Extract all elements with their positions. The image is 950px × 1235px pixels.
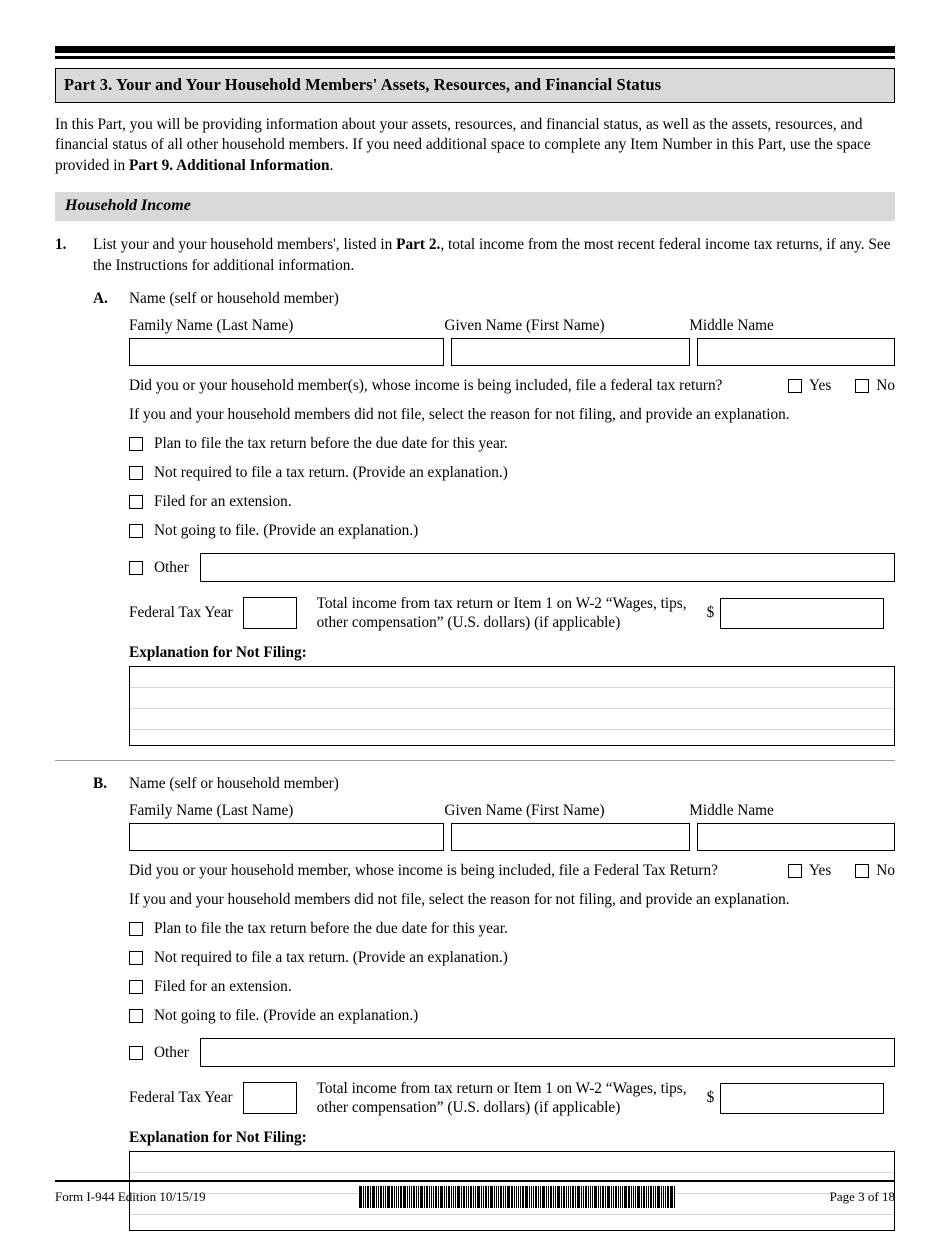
subitem-b-letter: B. — [93, 775, 108, 793]
page-number-label: Page 3 of 18 — [829, 1189, 895, 1204]
name-inputs-b — [129, 823, 895, 851]
name-labels-a — [129, 317, 895, 335]
tax-return-question-b: Did you or your household member, whose income is being included, file a Federal Tax Return? — [129, 862, 718, 880]
label-given-name-a: Given Name (First Name) — [444, 317, 605, 334]
reason-option-b-4[interactable] — [129, 1007, 895, 1025]
yes-label-b: Yes — [809, 862, 832, 880]
total-income-field-b[interactable] — [720, 1083, 884, 1114]
label-given-name-b: Given Name (First Name) — [444, 802, 605, 820]
reason-checkbox-b-2[interactable] — [129, 951, 143, 965]
item-1-bold-reference: Part 2. — [396, 236, 441, 254]
item-1-text-2: , total income from the most recent federal income tax returns, if any. See the Instructions for additional information. — [93, 236, 891, 274]
reason-option-b-3[interactable] — [129, 978, 895, 996]
tax-year-row-a — [129, 594, 895, 632]
reason-checkbox-b-3[interactable] — [129, 980, 143, 994]
block-separator — [55, 760, 895, 761]
top-rule-thin — [55, 56, 895, 59]
yes-option-b[interactable] — [788, 862, 831, 880]
item-1-text-1: List your and your household members', listed in — [93, 236, 397, 254]
explanation-line-a-1 — [130, 667, 894, 688]
name-inputs-a — [129, 338, 895, 366]
reason-label-a-2: Not required to file a tax return. (Provide an explanation.) — [154, 464, 508, 481]
item-1 — [55, 235, 895, 276]
reason-checkbox-b-1[interactable] — [129, 922, 143, 936]
section-band-household-income: Household Income — [55, 192, 895, 221]
yes-option-a[interactable] — [788, 377, 831, 395]
explanation-line-a-4 — [130, 730, 894, 750]
middle-name-field-b[interactable] — [697, 823, 895, 851]
intro-bold-reference: Part 9. Additional Information — [128, 156, 330, 174]
reason-label-a-1: Plan to file the tax return before the due date for this year. — [154, 435, 508, 452]
other-checkbox-b[interactable] — [129, 1046, 143, 1060]
income-description-b: Total income from tax return or Item 1 on W-2 “Wages, tips, other compensation” (U.S. dollars) (if applicable) — [316, 1080, 687, 1117]
label-middle-name-a: Middle Name — [689, 317, 774, 334]
tax-year-row-b — [129, 1079, 895, 1117]
reason-option-a-2[interactable] — [129, 464, 895, 482]
explanation-label-b: Explanation for Not Filing: — [129, 1129, 307, 1147]
subitem-a-body — [129, 290, 895, 746]
reason-checkbox-a-1[interactable] — [129, 437, 143, 451]
explanation-line-b-1 — [130, 1152, 894, 1173]
intro-text-1: In this Part, you will be providing information about your assets, resources, and financial status, as well as the assets, resources, and financial status of all other household members. If you need additional space to complete any Item Number in this Part, use the space provided in — [55, 116, 871, 174]
family-name-field-a[interactable] — [129, 338, 444, 366]
item-1-number: 1. — [55, 236, 67, 254]
reason-checkbox-b-4[interactable] — [129, 1009, 143, 1023]
given-name-field-a[interactable] — [451, 338, 691, 366]
reason-option-a-3[interactable] — [129, 493, 895, 511]
reason-label-b-1: Plan to file the tax return before the due date for this year. — [154, 920, 508, 938]
family-name-field-b[interactable] — [129, 823, 444, 851]
reason-option-a-4[interactable] — [129, 522, 895, 540]
no-label-a: No — [876, 377, 895, 394]
middle-name-field-a[interactable] — [697, 338, 895, 366]
item-1-text — [93, 235, 895, 276]
intro-text-2: . — [329, 156, 334, 174]
top-rule-thick — [55, 46, 895, 53]
explanation-field-a[interactable] — [129, 666, 895, 746]
dollar-sign-b: $ — [706, 1089, 715, 1107]
other-reason-field-b[interactable] — [200, 1038, 895, 1067]
other-reason-row-b — [129, 1038, 895, 1067]
label-family-name-a: Family Name (Last Name) — [129, 317, 294, 334]
reason-checkbox-a-3[interactable] — [129, 495, 143, 509]
subitem-b — [93, 775, 895, 1231]
reason-label-b-2: Not required to file a tax return. (Provide an explanation.) — [154, 949, 508, 967]
other-checkbox-a[interactable] — [129, 561, 143, 575]
not-filing-instruction-b: If you and your household members did not file, select the reason for not filing, and provide an explanation. — [129, 891, 790, 909]
reason-label-b-4: Not going to file. (Provide an explanation.) — [154, 1007, 419, 1025]
part-header: Part 3. Your and Your Household Members' Assets, Resources, and Financial Status — [55, 68, 895, 103]
label-family-name-b: Family Name (Last Name) — [129, 802, 294, 820]
no-checkbox-b[interactable] — [855, 864, 869, 878]
footer-content — [55, 1186, 895, 1208]
no-option-a[interactable] — [855, 377, 895, 395]
explanation-line-b-4 — [130, 1215, 894, 1235]
page-content — [55, 0, 895, 1231]
tax-year-field-a[interactable] — [243, 597, 297, 629]
page-footer — [55, 1180, 895, 1208]
footer-rule — [55, 1180, 895, 1182]
subitem-a-heading: Name (self or household member) — [129, 290, 339, 307]
no-checkbox-a[interactable] — [855, 379, 869, 393]
explanation-line-a-2 — [130, 688, 894, 709]
reason-option-a-1[interactable] — [129, 435, 895, 453]
reason-checkbox-a-2[interactable] — [129, 466, 143, 480]
subitem-a-letter: A. — [93, 290, 108, 307]
total-income-field-a[interactable] — [720, 598, 884, 629]
given-name-field-b[interactable] — [451, 823, 691, 851]
form-id-label: Form I-944 Edition 10/15/19 — [55, 1189, 206, 1204]
tax-year-field-b[interactable] — [243, 1082, 297, 1114]
yes-label-a: Yes — [809, 377, 832, 394]
tax-return-question-row-b — [129, 862, 895, 880]
tax-year-label-b: Federal Tax Year — [129, 1089, 233, 1107]
reason-checkbox-a-4[interactable] — [129, 524, 143, 538]
reason-label-a-4: Not going to file. (Provide an explanation.) — [154, 522, 419, 539]
tax-year-label-a: Federal Tax Year — [129, 604, 233, 622]
label-middle-name-b: Middle Name — [689, 802, 774, 820]
no-label-b: No — [876, 862, 895, 880]
reason-option-b-1[interactable] — [129, 920, 895, 938]
explanation-label-a: Explanation for Not Filing: — [129, 644, 307, 662]
part-intro-paragraph — [55, 115, 895, 176]
reason-label-b-3: Filed for an extension. — [154, 978, 292, 996]
explanation-line-a-3 — [130, 709, 894, 730]
name-labels-b — [129, 802, 895, 820]
dollar-sign-a: $ — [706, 604, 715, 622]
subitem-b-body — [129, 775, 895, 1231]
no-option-b[interactable] — [855, 862, 895, 880]
not-filing-instruction-a: If you and your household members did not file, select the reason for not filing, and provide an explanation. — [129, 406, 790, 423]
form-barcode — [359, 1186, 676, 1208]
tax-return-question-a: Did you or your household member(s), whose income is being included, file a federal tax return? — [129, 377, 723, 394]
reason-label-a-3: Filed for an extension. — [154, 493, 292, 510]
other-label-a: Other — [154, 558, 189, 576]
income-description-a: Total income from tax return or Item 1 on W-2 “Wages, tips, other compensation” (U.S. dollars) (if applicable) — [316, 595, 687, 632]
reason-option-b-2[interactable] — [129, 949, 895, 967]
yes-checkbox-b[interactable] — [788, 864, 802, 878]
other-reason-row-a — [129, 553, 895, 582]
other-reason-field-a[interactable] — [200, 553, 895, 582]
subitem-a — [93, 290, 895, 746]
other-label-b: Other — [154, 1043, 189, 1061]
tax-return-question-row-a — [129, 377, 895, 395]
subitem-b-heading: Name (self or household member) — [129, 775, 339, 793]
yes-checkbox-a[interactable] — [788, 379, 802, 393]
